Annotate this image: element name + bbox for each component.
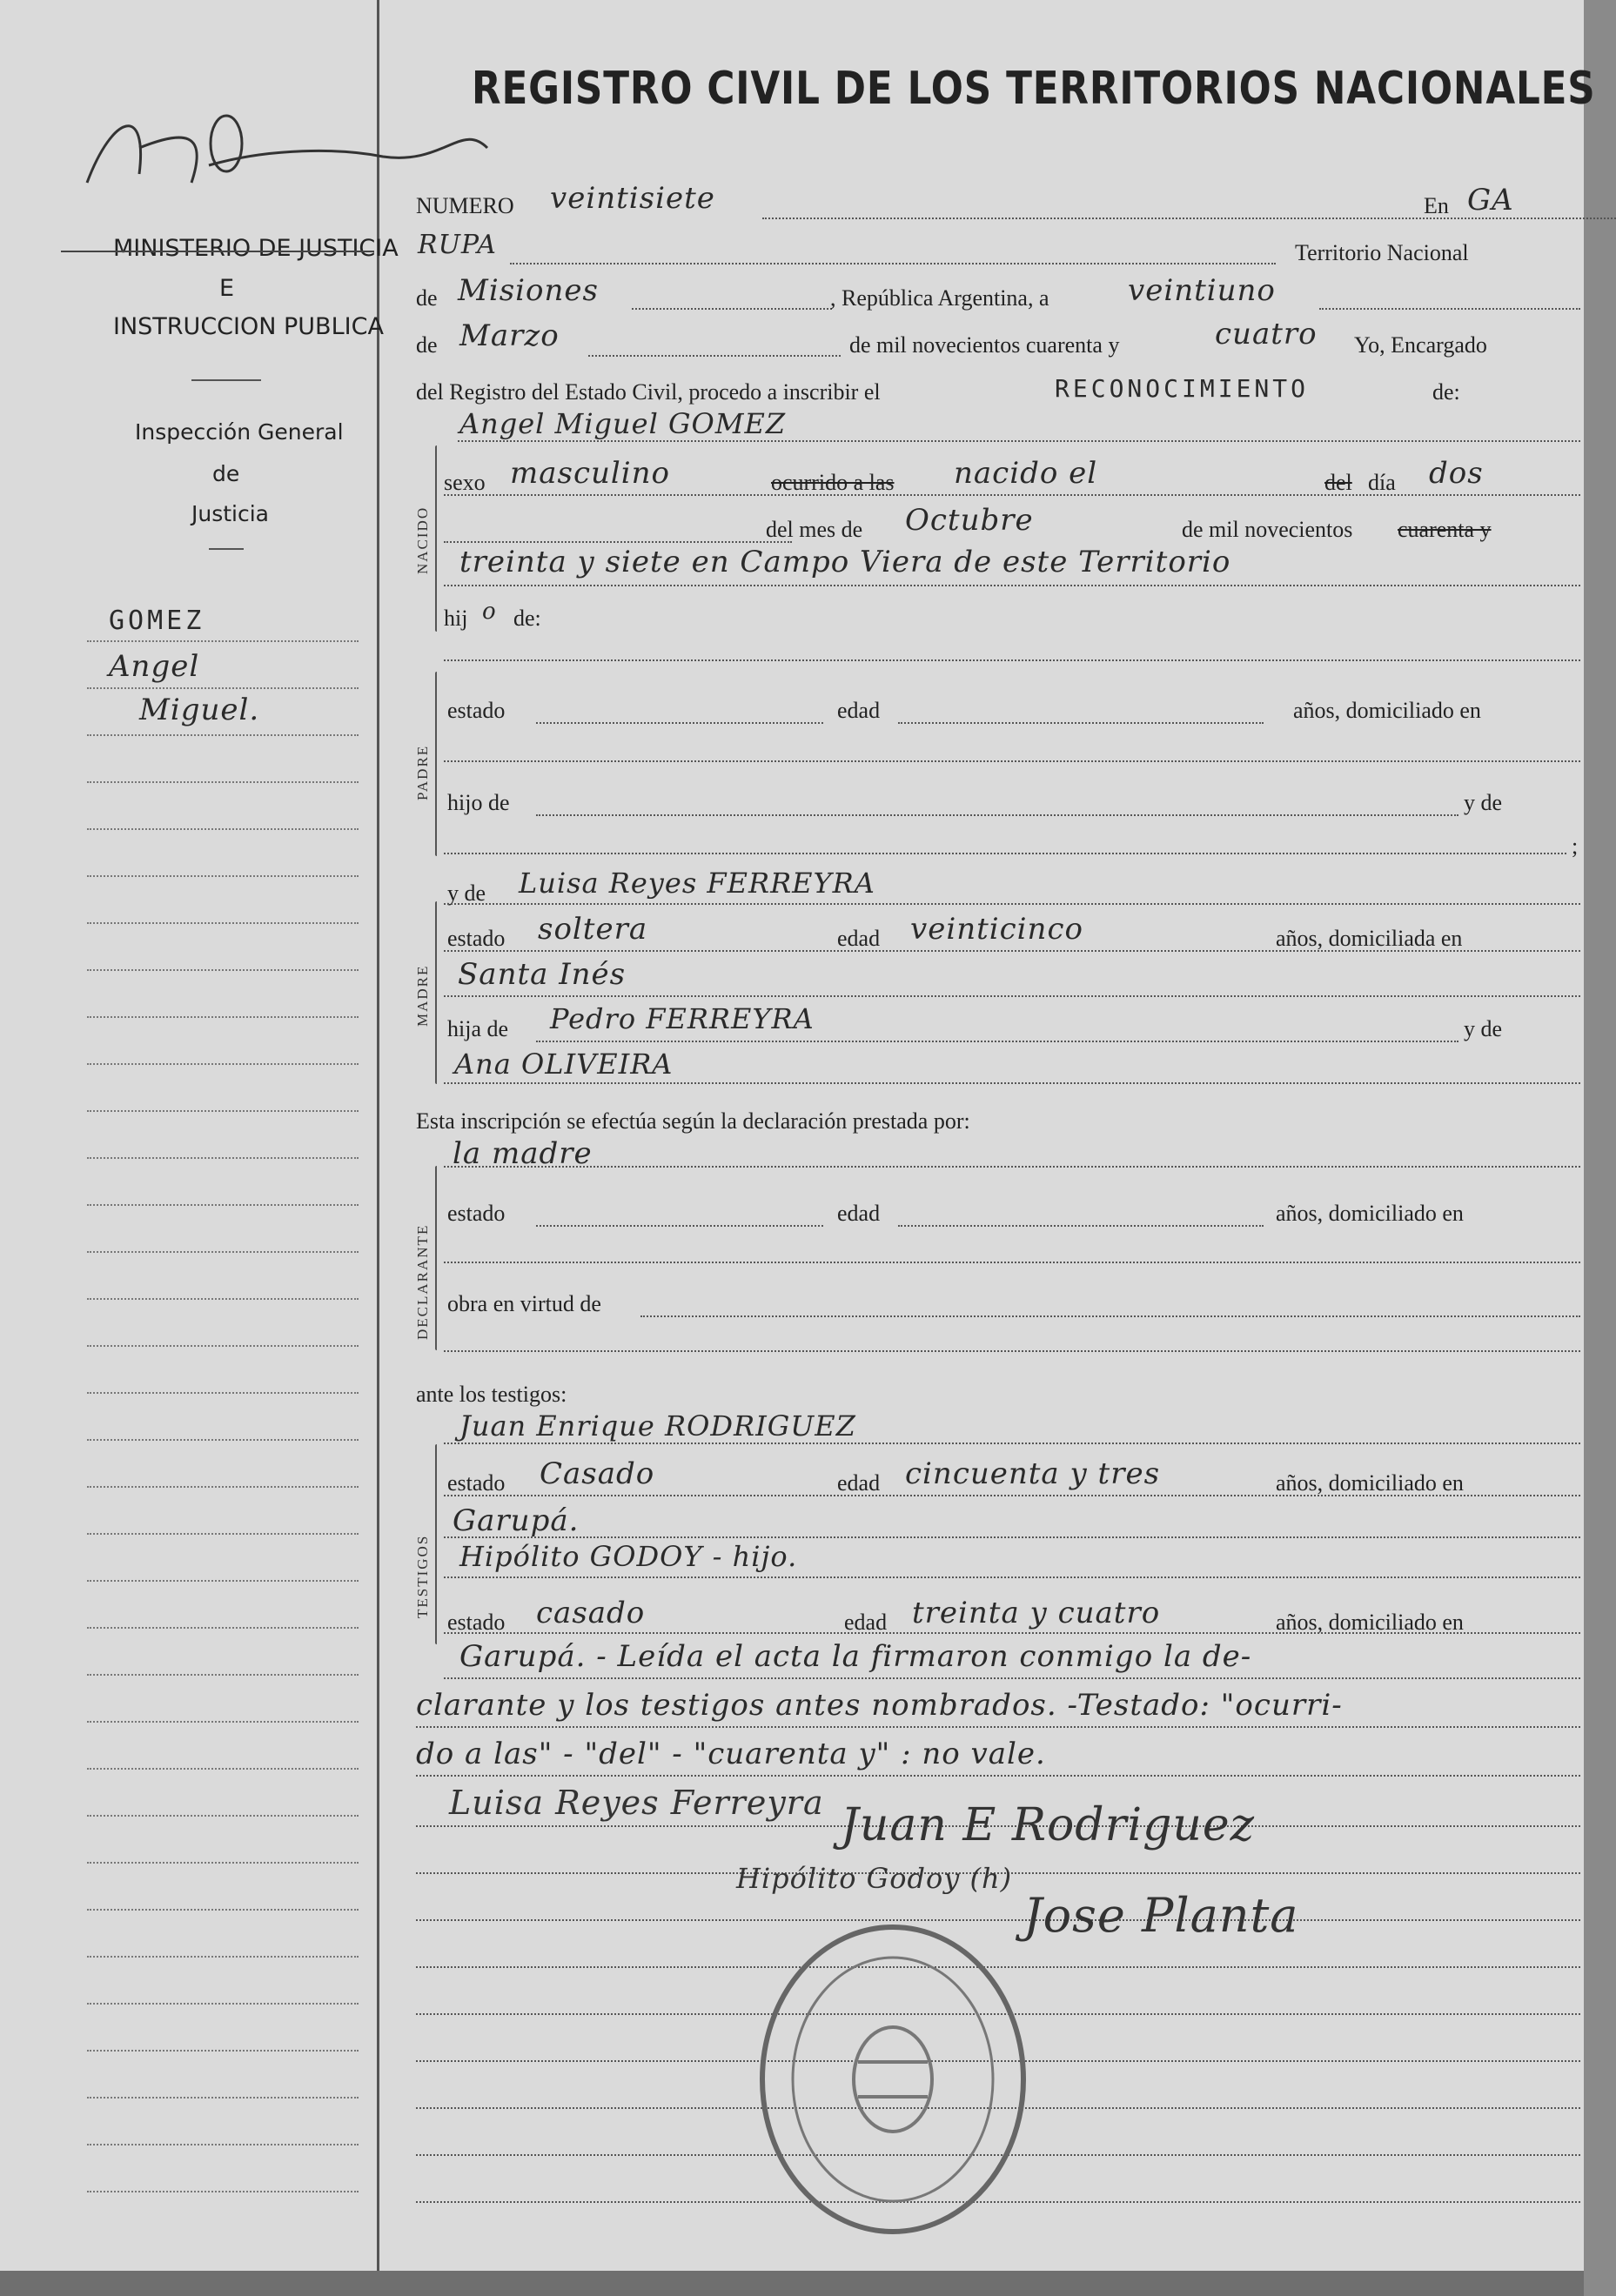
stub-ruled-line xyxy=(87,1016,359,1018)
signature-4: Jose Planta xyxy=(1023,1888,1299,1943)
stub-ruled-line xyxy=(87,1439,359,1441)
madre-brace xyxy=(435,901,437,1084)
madre-name: Luisa Reyes FERREYRA xyxy=(519,867,875,900)
en-label: En xyxy=(1424,193,1449,218)
padre-section-label: PADRE xyxy=(414,744,431,800)
inspection-line-2: de xyxy=(212,461,240,486)
madre-mother-value: Ana OLIVEIRA xyxy=(454,1048,674,1081)
stub-ruled-line xyxy=(87,1298,359,1300)
numero-value: veintisiete xyxy=(550,181,715,216)
stub-ruled-line xyxy=(87,2050,359,2052)
signature-1: Luisa Reyes Ferreyra xyxy=(449,1784,824,1822)
mes-label: del mes de xyxy=(766,517,863,542)
page-edge xyxy=(1584,0,1616,2296)
stub-ruled-line xyxy=(87,1909,359,1911)
month-value: Marzo xyxy=(459,318,560,353)
w2-estado-label: estado xyxy=(447,1610,506,1635)
hijo-suffix: o xyxy=(482,599,497,625)
stub-ruled-line xyxy=(87,1862,359,1864)
w2-anos-label: años, domiciliado en xyxy=(1276,1610,1464,1635)
w1-anos-label: años, domiciliado en xyxy=(1276,1470,1464,1496)
mil-novecientos-label: de mil novecientos xyxy=(1182,517,1353,542)
w1-edad: cincuenta y tres xyxy=(905,1456,1161,1491)
closing-line-1: Garupá. - Leída el acta la firmaron conmigo la de- xyxy=(459,1639,1252,1674)
dia-value: dos xyxy=(1429,456,1484,491)
declarante-anos-label: años, domiciliado en xyxy=(1276,1201,1464,1226)
declarante-estado-label: estado xyxy=(447,1201,506,1226)
declarante-value: la madre xyxy=(453,1136,593,1171)
stub-ruled-line xyxy=(87,2144,359,2145)
declarante-brace xyxy=(435,1166,437,1350)
act-type: RECONOCIMIENTO xyxy=(1055,374,1310,403)
stub-ruled-line xyxy=(87,1627,359,1629)
dia-label: día xyxy=(1368,470,1396,495)
padre-estado-label: estado xyxy=(447,698,506,723)
w1-edad-label: edad xyxy=(837,1470,881,1496)
testigos-brace xyxy=(435,1444,437,1644)
stub-ruled-line xyxy=(87,1815,359,1817)
stub-ruled-line xyxy=(87,1721,359,1723)
cuarenta-label: cuarenta y xyxy=(1398,517,1492,542)
madre-hija-de-label: hija de xyxy=(447,1016,509,1041)
padre-y-de-label: y de xyxy=(1464,790,1503,815)
padre-edad-label: edad xyxy=(837,698,881,723)
stub-ruled-line xyxy=(87,781,359,783)
de-label-2: de xyxy=(416,332,438,358)
stub-column xyxy=(0,0,399,2271)
madre-estado-label: estado xyxy=(447,926,506,951)
w1-estado: Casado xyxy=(540,1456,655,1491)
stub-ruled-line xyxy=(87,1063,359,1065)
stub-ruled-line xyxy=(87,2191,359,2192)
stub-ruled-line xyxy=(87,1580,359,1582)
stub-ruled-line xyxy=(87,1204,359,1206)
territory-value: Misiones xyxy=(458,273,599,308)
territorio-label: Territorio Nacional xyxy=(1295,240,1469,265)
madre-y-de-label: y de xyxy=(447,880,486,906)
closing-line-3: do a las" - "del" - "cuarenta y" : no vale. xyxy=(416,1737,1046,1771)
stub-given-1: Angel xyxy=(109,649,200,684)
declarante-obra-label: obra en virtud de xyxy=(447,1291,601,1316)
yo-label: Yo, Encargado xyxy=(1354,332,1487,358)
padre-anos-label: años, domiciliado en xyxy=(1293,698,1481,723)
w1-name: Juan Enrique RODRIGUEZ xyxy=(459,1409,856,1443)
inspection-line-3: Justicia xyxy=(191,501,270,526)
madre-edad-value: veinticinco xyxy=(910,912,1083,947)
madre-y-de-2: y de xyxy=(1464,1016,1503,1041)
stub-ruled-line xyxy=(87,922,359,924)
place-b: RUPA xyxy=(418,230,497,260)
year-value: cuatro xyxy=(1215,317,1318,351)
mes-value: Octubre xyxy=(905,503,1034,538)
w2-name: Hipólito GODOY - hijo. xyxy=(459,1540,798,1573)
stub-ruled-line xyxy=(87,687,359,689)
sexo-label: sexo xyxy=(444,470,486,495)
testigos-intro: ante los testigos: xyxy=(416,1382,567,1407)
stub-ruled-line xyxy=(87,1956,359,1958)
stub-ruled-line xyxy=(87,1110,359,1112)
stub-ruled-line xyxy=(87,640,359,642)
stub-ruled-line xyxy=(87,1157,359,1159)
w1-domicilio: Garupá. xyxy=(453,1503,580,1538)
person-name: Angel Miguel GOMEZ xyxy=(459,407,787,440)
stub-rule xyxy=(191,379,261,381)
stub-ruled-line xyxy=(87,2003,359,2005)
w2-edad-label: edad xyxy=(844,1610,888,1635)
madre-domicilio-value: Santa Inés xyxy=(458,957,627,992)
registry-stamp-icon xyxy=(745,1914,1041,2245)
stub-given-2: Miguel. xyxy=(139,693,260,727)
de-label-1: de xyxy=(416,285,438,311)
birthplace-value: treinta y siete en Campo Viera de este Territorio xyxy=(459,545,1231,579)
ministry-line-1: MINISTERIO DE JUSTICIA xyxy=(113,235,399,262)
stub-ruled-line xyxy=(87,2097,359,2099)
stub-rule-2 xyxy=(209,548,244,550)
day-value: veintiuno xyxy=(1128,273,1276,308)
stub-ruled-line xyxy=(87,1392,359,1394)
madre-estado-value: soltera xyxy=(538,912,648,947)
w2-estado: casado xyxy=(536,1596,646,1630)
closing-line-2: clarante y los testigos antes nombrados. -Testado: "ocurri- xyxy=(416,1688,1343,1723)
madre-anos-label: años, domiciliada en xyxy=(1276,926,1463,951)
republica-label: , República Argentina, a xyxy=(830,285,1049,311)
page-title: REGISTRO CIVIL DE LOS TERRITORIOS NACIONALES xyxy=(472,63,1596,115)
main-form xyxy=(379,0,1596,2271)
signature-2: Juan E Rodriguez xyxy=(841,1799,1256,1851)
de-colon: de: xyxy=(1432,379,1460,405)
mil-label: de mil novecientos cuarenta y xyxy=(849,332,1120,358)
nacido-section-label: NACIDO xyxy=(414,505,431,574)
madre-edad-label: edad xyxy=(837,926,881,951)
ocurrido-label: ocurrido a las xyxy=(771,470,895,495)
padre-brace xyxy=(435,672,437,856)
sexo-value: masculino xyxy=(510,456,671,491)
padre-hijo-de-label: hijo de xyxy=(447,790,510,815)
stub-surname: GOMEZ xyxy=(109,606,205,636)
stub-ruled-line xyxy=(87,875,359,877)
declarante-intro: Esta inscripción se efectúa según la declaración prestada por: xyxy=(416,1108,970,1134)
signature-3: Hipólito Godoy (h) xyxy=(736,1862,1013,1895)
testigos-section-label: TESTIGOS xyxy=(414,1534,431,1618)
del-label: del xyxy=(1324,470,1352,495)
w2-edad: treinta y cuatro xyxy=(912,1596,1161,1630)
stub-ruled-line xyxy=(87,828,359,830)
ministry-line-2: E xyxy=(219,275,235,302)
declarante-section-label: DECLARANTE xyxy=(414,1223,431,1340)
numero-label: NUMERO xyxy=(416,193,514,218)
stub-ruled-line xyxy=(87,1345,359,1347)
nacido-value: nacido el xyxy=(954,456,1098,491)
hijo-de-label: de: xyxy=(513,606,541,631)
declarante-edad-label: edad xyxy=(837,1201,881,1226)
ministry-strike xyxy=(61,251,374,252)
stub-ruled-line xyxy=(87,969,359,971)
nacido-brace xyxy=(435,445,437,632)
stub-ruled-line xyxy=(87,1674,359,1676)
madre-section-label: MADRE xyxy=(414,964,431,1027)
madre-father-value: Pedro FERREYRA xyxy=(550,1002,815,1035)
hijo-label: hij xyxy=(444,606,468,631)
registro-line: del Registro del Estado Civil, procedo a inscribir el xyxy=(416,379,881,405)
stub-ruled-line xyxy=(87,1768,359,1770)
w1-estado-label: estado xyxy=(447,1470,506,1496)
stub-ruled-line xyxy=(87,1486,359,1488)
stub-ruled-line xyxy=(87,1251,359,1253)
place-a: GA xyxy=(1467,183,1514,218)
ministry-line-3: INSTRUCCION PUBLICA xyxy=(113,313,384,340)
stub-ruled-line xyxy=(87,734,359,736)
padre-semicolon: ; xyxy=(1572,833,1579,859)
stub-ruled-line xyxy=(87,1533,359,1535)
inspection-line-1: Inspección General xyxy=(135,419,344,445)
